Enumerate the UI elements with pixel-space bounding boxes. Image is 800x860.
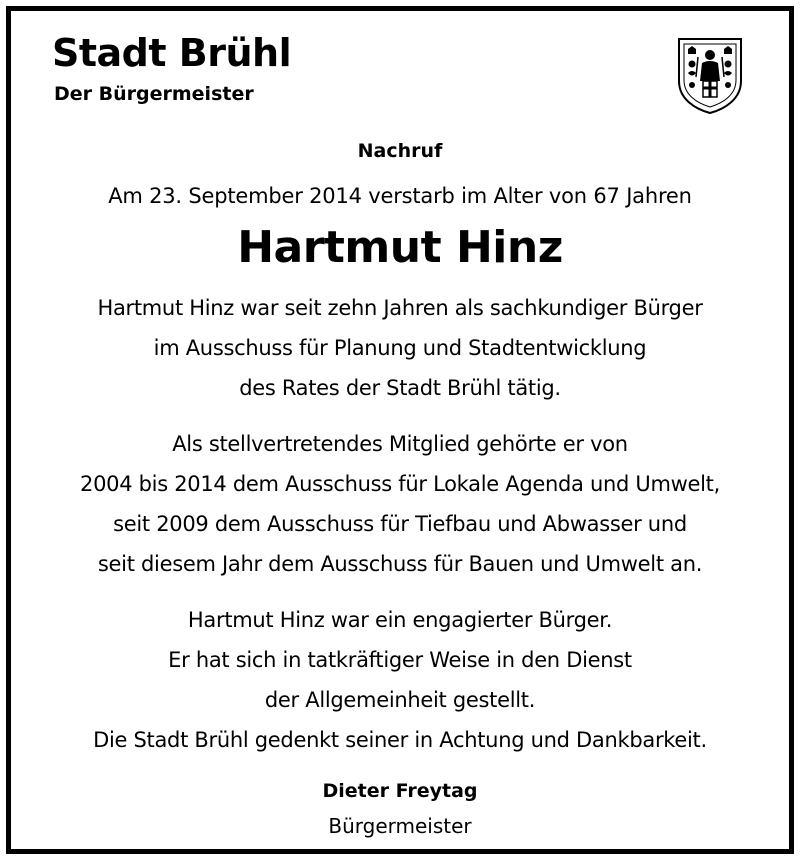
paragraph-line: der Allgemeinheit gestellt. — [264, 688, 536, 712]
paragraph-line: Hartmut Hinz war seit zehn Jahren als sachkundiger Bürger — [97, 296, 703, 320]
notice-label: Nachruf — [357, 140, 443, 162]
coat-of-arms-icon — [675, 35, 745, 115]
signatory-name: Dieter Freytag — [322, 780, 478, 802]
paragraph-line: Als stellvertretendes Mitglied gehörte er von — [172, 432, 628, 456]
paragraph-line: seit 2009 dem Ausschuss für Tiefbau und Abwasser und — [113, 512, 687, 536]
city-name: Stadt Brühl — [52, 31, 292, 75]
paragraph-line: des Rates der Stadt Brühl tätig. — [239, 376, 561, 400]
paragraph — [0, 600, 800, 760]
paragraph-line: Die Stadt Brühl gedenkt seiner in Achtung und Dankbarkeit. — [93, 728, 707, 752]
obituary-body — [0, 138, 800, 840]
paragraph — [0, 288, 800, 408]
deceased-name: Hartmut Hinz — [237, 222, 563, 273]
header — [52, 30, 291, 106]
intro-text: Am 23. September 2014 verstarb im Alter von 67 Jahren — [108, 184, 692, 208]
signatory-title: Bürgermeister — [328, 814, 472, 838]
paragraph-line: Hartmut Hinz war ein engagierter Bürger. — [187, 608, 613, 632]
paragraph-line: seit diesem Jahr dem Ausschuss für Bauen und Umwelt an. — [97, 552, 703, 576]
office-title: Der Bürgermeister — [54, 83, 254, 105]
paragraph-line: Er hat sich in tatkräftiger Weise in den Dienst — [168, 648, 632, 672]
paragraph — [0, 424, 800, 584]
paragraph-line: im Ausschuss für Planung und Stadtentwicklung — [153, 336, 647, 360]
paragraph-line: 2004 bis 2014 dem Ausschuss für Lokale Agenda und Umwelt, — [80, 472, 720, 496]
